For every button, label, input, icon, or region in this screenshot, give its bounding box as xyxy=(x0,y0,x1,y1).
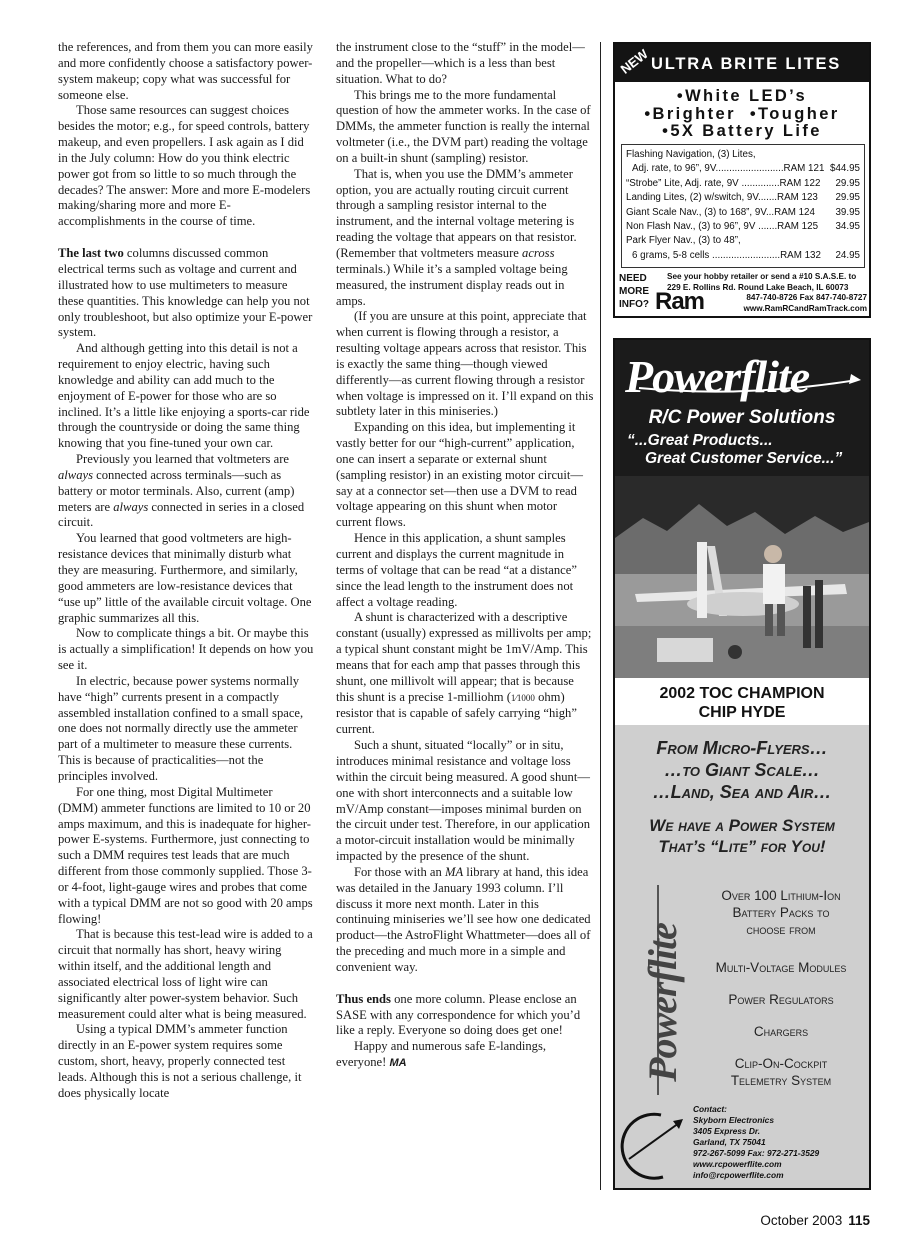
product-price: 24.95 xyxy=(835,249,860,261)
scale-slogan xyxy=(615,737,869,803)
ad-tagline xyxy=(627,432,867,468)
slogan-line: From Micro-Flyers… xyxy=(656,738,828,758)
paragraph: Hence in this application, a shunt samples current and displays the current magnitude in terms of voltage that can be read “at a distance” since the lead length to the instrument does not affect a voltage reading. xyxy=(336,531,577,609)
contact-line: See your hobby retailer or send a #10 S.A.S.E. to xyxy=(667,272,857,281)
need-line: NEED xyxy=(619,273,647,284)
product-name: Flashing Navigation, (3) Lites, xyxy=(626,149,756,160)
product-name: Adj. rate, to 96”, 9V.........................RAM 121 xyxy=(632,163,825,175)
paragraph-text: columns discussed common electrical terms such as voltage and current and illustrated how to use multimeters to measure these quantities. This knowledge can help you not only troubleshoot, but also optimize your E-power system. xyxy=(58,246,313,340)
champion-photo xyxy=(615,476,869,678)
contact-line: 972-267-5099 Fax: 972-271-3529 xyxy=(693,1148,820,1158)
vertical-powerflite-logo: Powerflite xyxy=(639,923,685,1082)
paragraph-text: connected in series in a closed circuit. xyxy=(58,499,305,530)
page-number: 115 xyxy=(848,1213,870,1228)
contact-line: 229 E. Rollins Rd. Round Lake Beach, IL 60073 xyxy=(667,282,849,292)
paragraph: You learned that good voltmeters are high-resistance devices that minimally disturb what they are measuring. Furthermore, and similarly, good ammeters are low-resistance devices that “use up” little of the available circuit voltage. One graphic summarizes all this. xyxy=(58,531,312,625)
product-row xyxy=(626,191,860,205)
paragraph xyxy=(336,610,594,738)
product-row xyxy=(626,234,860,248)
product-price: 39.95 xyxy=(835,206,860,218)
product-name: 6 grams, 5-8 cells .........................RAM 132 xyxy=(632,249,821,261)
product-name: Park Flyer Nav., (3) to 48”, xyxy=(626,235,741,247)
paragraph-text: Happy and numerous safe E-landings, everyone! xyxy=(336,1039,547,1070)
product-row xyxy=(626,148,860,162)
paragraph: Expanding on this idea, but implementing it vastly better for our “high-current” application, one can insert a separate or external shunt (sampling resistor) in an existing motor circuit—say at a connector set—then use a DVM to read voltage appearing on this shunt when motor current flows. xyxy=(336,420,583,530)
feature-item: Multi-Voltage Modules xyxy=(715,960,847,975)
paragraph: Such a shunt, situated “locally” or in situ, introduces minimal resistance and voltage loss within the circuit being measured. A good shunt—one with short interconnects and a suitable low mV/Amp constant—imposes minimal burden on the circuit under test. Therefore, in our application a motor-circuit installation would be minimally impacted by the presence of the shunt. xyxy=(336,738,590,864)
powerflite-logo: Powerflite xyxy=(625,351,810,402)
product-row xyxy=(626,206,860,220)
article-column-1 xyxy=(58,40,314,1102)
ram-advertisement xyxy=(613,42,871,318)
feature-line: Telemetry System xyxy=(730,1073,832,1088)
feature-bullets xyxy=(615,88,869,141)
feature-line: choose from xyxy=(746,922,816,937)
product-price xyxy=(826,234,860,248)
ad-footer xyxy=(619,272,867,316)
paragraph: (If you are unsure at this point, appreciate that when current is flowing through a resistor, a resulting voltage appears across that resistor. This is exactly the same thing—though viewed differently—as current flowing through a resistor when voltage is impressed on it. I’ll expand on this subtlety later in this miniseries.) xyxy=(336,309,594,419)
bullet: •5X Battery Life xyxy=(662,122,822,140)
ad-title: ULTRA BRITE LITES xyxy=(651,55,842,73)
need-line: MORE xyxy=(619,286,649,297)
product-row xyxy=(626,249,860,263)
paragraph xyxy=(336,167,594,310)
slogan-line: We have a Power System xyxy=(649,816,835,835)
product-row xyxy=(626,162,860,176)
tagline-line: Great Customer Service...” xyxy=(645,450,843,467)
contact-line: 3405 Express Dr. xyxy=(693,1126,761,1136)
bullet: •White LED’s xyxy=(676,87,808,105)
feature-item xyxy=(693,1055,869,1089)
paragraph: That is because this test-lead wire is added to a circuit that normally has short, heavy wiring within itself, and the additional length and associated electrical loss of light wire can significantly alter power-system behavior. Such measurement could alter what is being measured. xyxy=(58,927,313,1021)
paragraph-text: connected across terminals—such as battery or motor terminals. Also, current (amp) meters are xyxy=(58,467,295,514)
contact-line: 847-740-8726 Fax 847-740-8727 xyxy=(746,293,867,302)
champ-line: 2002 TOC CHAMPION xyxy=(659,685,825,702)
emphasis: across xyxy=(522,245,555,260)
emphasis: always xyxy=(113,499,149,514)
ma-end-logo: MA xyxy=(389,1057,407,1070)
ram-logo: Ram xyxy=(655,288,705,315)
feature-item: Chargers xyxy=(753,1024,809,1039)
paragraph xyxy=(58,452,314,531)
paragraph: Those same resources can suggest choices besides the motor; e.g., for speed controls, battery makeup, and even propellers. I ask again as I did in the July column: How do you think electric power got from so little to so much through the decades? The answer: More and more E-modelers making/sharing more and more E-accomplishments in the course of time. xyxy=(58,103,311,229)
paragraph-text: ohm) resistor that is capable of safely carrying “high” current. xyxy=(336,689,577,737)
emphasis: always xyxy=(58,467,93,482)
paragraph xyxy=(336,992,594,1040)
paragraph: This brings me to the more fundamental question of how the ammeter works. In the case of DMMs, the ammeter function is really the internal voltmeter (i.e., the DVM part) reading the voltage on a built-in shunt (sampling) resistor. xyxy=(336,87,591,165)
product-price: $44.95 xyxy=(830,163,860,175)
lead-in: Thus ends xyxy=(336,991,391,1006)
paragraph: the instrument close to the “stuff” in the model—and the propeller—which is a less than best situation. What to do? xyxy=(336,40,585,86)
paragraph-text: A shunt is characterized with a descriptive constant (usually) expressed as millivolts per amp; a typical shunt constant might be 1mV/Amp. This means that for each amp that passes through this shunt, one millivolt will appear; that is because this shunt is a precise 1-milliohm ( xyxy=(336,610,592,704)
champion-caption xyxy=(615,684,869,722)
need-more-info xyxy=(619,272,653,311)
ad-header xyxy=(615,44,869,82)
need-line: INFO? xyxy=(619,299,649,310)
ad-contact xyxy=(693,1104,869,1181)
feature-item xyxy=(693,887,869,938)
ad-banner xyxy=(615,340,869,678)
paragraph-text: terminals.) While it’s a sampled voltage being measured, the instrument display reads out in amps. xyxy=(336,261,568,308)
article-column-2 xyxy=(336,40,594,1072)
ad-features-panel xyxy=(615,725,869,1188)
slogan-line: That’s “Lite” for You! xyxy=(658,837,826,856)
paragraph: Now to complicate things a bit. Or maybe this is actually a simplification! It depends on how you see it. xyxy=(58,626,314,673)
new-badge: NEW xyxy=(617,46,651,77)
paragraph-text: library at hand, this idea was detailed in the January 1993 column. I’ll discuss it more next month. Later in this continuing miniseries we’ll see how one dedicated product—the AstroFlight Whattmeter—does all of the preceding and much more in a simple and convenient way. xyxy=(336,864,591,974)
contact-line: Garland, TX 75041 xyxy=(693,1137,766,1147)
product-row xyxy=(626,220,860,234)
feature-line: Battery Packs to xyxy=(732,905,830,920)
product-name: Landing Lites, (2) w/switch, 9V.......RAM 123 xyxy=(626,192,818,204)
crest-icon xyxy=(619,1109,689,1181)
paragraph xyxy=(336,865,594,976)
contact-label: Contact: xyxy=(693,1104,727,1114)
power-slogan xyxy=(615,815,869,857)
powerflite-advertisement xyxy=(613,338,871,1190)
paragraph-text: Previously you learned that voltmeters are xyxy=(76,452,289,467)
contact-line: www.rcpowerflite.com xyxy=(693,1159,782,1169)
paragraph-text: For those with an xyxy=(354,864,445,879)
paragraph: Using a typical DMM’s ammeter function directly in an E-power system requires some custom, short, heavy, properly connected test leads. Although this is not a serious challenge, it does physically locate xyxy=(58,1022,302,1100)
product-list xyxy=(621,144,865,268)
product-price: 29.95 xyxy=(835,192,860,204)
ad-subtitle: R/C Power Solutions xyxy=(648,407,836,428)
lead-in: The last two xyxy=(58,246,124,261)
paragraph xyxy=(58,246,314,341)
product-name: Giant Scale Nav., (3) to 168”, 9V...RAM 124 xyxy=(626,206,815,218)
product-price: 29.95 xyxy=(835,177,860,189)
feature-line: Clip-On-Cockpit xyxy=(734,1056,828,1071)
contact-line: Skyborn Electronics xyxy=(693,1115,774,1125)
ad-contact xyxy=(667,272,867,314)
paragraph xyxy=(336,1039,594,1072)
paragraph: For one thing, most Digital Multimeter (DMM) ammeter functions are limited to 10 or 20 amps maximum, and this is inadequate for higher-power E-systems. Furthermore, just connecting to such a DMM requires test leads that are much different from those commonly supplied. Those 3- or 4-foot, light-gauge wires and probes that come with a typical DMM are not so good with 20 amps flowing! xyxy=(58,784,313,926)
paragraph-text: one more column. Please enclose an SASE with any correspondence for which you’d like a reply. Everyone so doing does get one! xyxy=(336,991,581,1038)
contact-line: www.RamRCandRamTrack.com xyxy=(743,303,867,313)
slogan-line: …to Giant Scale… xyxy=(664,760,820,780)
tagline-line: “...Great Products... xyxy=(627,432,773,449)
feature-line: Over 100 Lithium-Ion xyxy=(721,888,841,903)
issue-date: October 2003 xyxy=(760,1213,843,1228)
contact-line: info@rcpowerflite.com xyxy=(693,1170,784,1180)
fraction: 1⁄1000 xyxy=(510,692,535,703)
champ-line: CHIP HYDE xyxy=(698,704,786,721)
page-footer xyxy=(760,1213,870,1228)
product-row xyxy=(626,177,860,191)
paragraph: the references, and from them you can more easily and more confidently choose a satisfactory power-system makeup; copy what was successful for someone else. xyxy=(58,40,313,102)
bullet: •Brighter •Tougher xyxy=(644,104,840,123)
paragraph: In electric, because power systems normally have “high” currents present in a compactly assembled installation confined to a small space, one does not normally directly use the ammeter part of a multimeter to measure these currents. This is because of practicalities—not the principles involved. xyxy=(58,673,304,783)
product-name: Non Flash Nav., (3) to 96”, 9V .......RAM 125 xyxy=(626,221,819,233)
product-price: 34.95 xyxy=(835,221,860,233)
emphasis: MA xyxy=(444,864,464,879)
product-name: “Strobe” Lite, Adj. rate, 9V ..............RAM 122 xyxy=(626,177,821,189)
paragraph-text: That is, when you use the DMM’s ammeter option, you are actually routing circuit current through a sampling resistor internal to the instrument, and the internal voltage metering is reading the voltage that appears on that resistor. (Remember that voltmeters measure xyxy=(336,166,577,260)
product-price xyxy=(826,148,860,162)
paragraph: And although getting into this detail is not a requirement to enjoy electric, having such knowledge and ability can add much to the enjoyment of E-power for those who are so inclined. It’s a little like enjoying a sports-car ride through the countryside or doing the same thing knowing that you fine-tuned your own car. xyxy=(58,341,310,451)
slogan-line: …Land, Sea and Air… xyxy=(652,782,832,802)
column-divider xyxy=(600,42,601,1190)
feature-item: Power Regulators xyxy=(728,992,834,1007)
